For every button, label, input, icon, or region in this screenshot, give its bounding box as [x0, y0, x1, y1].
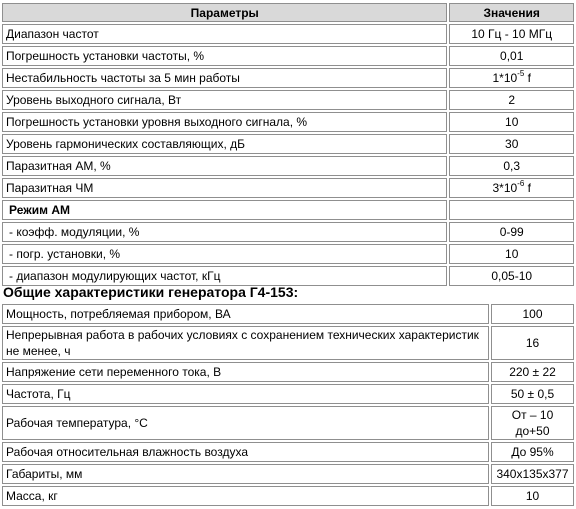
param-cell: - погр. установки, % — [2, 244, 447, 264]
param-cell: Диапазон частот — [2, 24, 447, 44]
table-row — [2, 266, 574, 286]
table-row — [2, 384, 574, 404]
table-row — [2, 68, 574, 88]
value-cell: 50 ± 0,5 — [491, 384, 574, 404]
param-cell: Непрерывная работа в рабочих условиях с сохранением технических характеристик не менее, ч — [2, 326, 489, 360]
table-row — [2, 112, 574, 132]
table-row — [2, 24, 574, 44]
param-cell: - диапазон модулирующих частот, кГц — [2, 266, 447, 286]
table-row — [2, 244, 574, 264]
value-cell: 16 — [491, 326, 574, 360]
table-header-row — [2, 3, 574, 22]
value-cell — [449, 68, 574, 88]
param-cell: Рабочая относительная влажность воздуха — [2, 442, 489, 462]
param-cell: Паразитная АМ, % — [2, 156, 447, 176]
table-row — [2, 304, 574, 324]
value-cell: 10 — [449, 112, 574, 132]
table-row — [2, 134, 574, 154]
table-row — [2, 178, 574, 198]
value-line: От – 10 — [511, 408, 554, 422]
value-base: 3*10 — [492, 181, 518, 195]
specs-table — [0, 1, 576, 288]
value-cell — [491, 406, 574, 440]
param-cell: Уровень выходного сигнала, Вт — [2, 90, 447, 110]
value-tail: f — [524, 71, 531, 85]
table-row — [2, 222, 574, 242]
header-values: Значения — [449, 3, 574, 22]
table-row — [2, 464, 574, 484]
value-base: 1*10 — [492, 71, 518, 85]
table-row — [2, 46, 574, 66]
value-cell: 0,3 — [449, 156, 574, 176]
section-title: Общие характеристики генератора Г4-153: — [3, 284, 299, 300]
value-cell: 10 Гц - 10 МГц — [449, 24, 574, 44]
value-cell: 100 — [491, 304, 574, 324]
table-row — [2, 406, 574, 440]
value-cell: 30 — [449, 134, 574, 154]
header-parameters: Параметры — [2, 3, 447, 22]
value-cell: 0,05-10 — [449, 266, 574, 286]
value-line: до+50 — [515, 424, 550, 438]
param-cell: Паразитная ЧМ — [2, 178, 447, 198]
param-cell: Погрешность установки частоты, % — [2, 46, 447, 66]
param-cell: - коэфф. модуляции, % — [2, 222, 447, 242]
value-cell: 0-99 — [449, 222, 574, 242]
param-cell: Рабочая температура, °С — [2, 406, 489, 440]
param-cell: Погрешность установки уровня выходного сигнала, % — [2, 112, 447, 132]
param-cell: Напряжение сети переменного тока, В — [2, 362, 489, 382]
param-cell: Частота, Гц — [2, 384, 489, 404]
param-cell: Уровень гармонических составляющих, дБ — [2, 134, 447, 154]
table-row — [2, 90, 574, 110]
table-row — [2, 326, 574, 360]
value-cell: 10 — [491, 486, 574, 506]
table-row-section — [2, 200, 574, 220]
table-row — [2, 442, 574, 462]
general-specs-table — [0, 302, 576, 508]
value-cell — [449, 200, 574, 220]
param-cell: Масса, кг — [2, 486, 489, 506]
value-cell — [449, 178, 574, 198]
value-cell: 340х135х377 — [491, 464, 574, 484]
param-cell: Мощность, потребляемая прибором, ВА — [2, 304, 489, 324]
value-tail: f — [524, 181, 531, 195]
param-cell: Нестабильность частоты за 5 мин работы — [2, 68, 447, 88]
value-exponent: -5 — [517, 69, 525, 78]
am-mode-heading: Режим АМ — [2, 200, 447, 220]
value-cell: 0,01 — [449, 46, 574, 66]
table-row — [2, 362, 574, 382]
value-cell: 2 — [449, 90, 574, 110]
value-cell: 10 — [449, 244, 574, 264]
value-cell: До 95% — [491, 442, 574, 462]
table-row — [2, 156, 574, 176]
table-row — [2, 486, 574, 506]
param-cell: Габариты, мм — [2, 464, 489, 484]
value-cell: 220 ± 22 — [491, 362, 574, 382]
value-exponent: -6 — [517, 179, 525, 188]
